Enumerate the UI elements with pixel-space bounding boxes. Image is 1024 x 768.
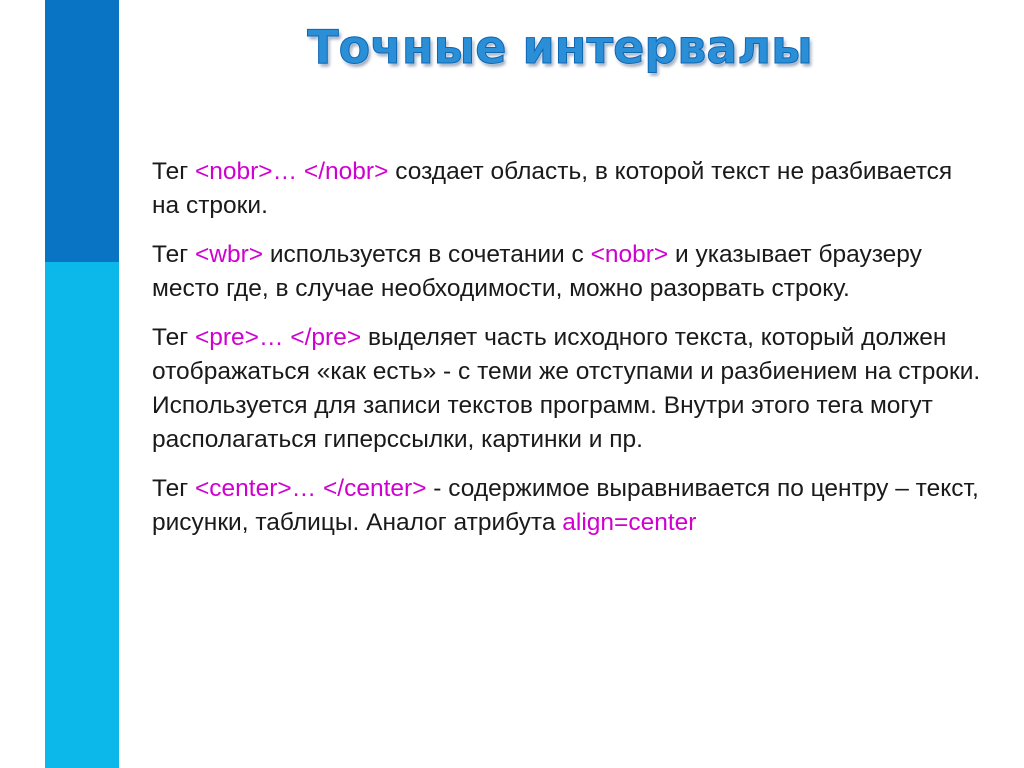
sidebar-decoration-light <box>45 262 119 768</box>
paragraph-pre <box>152 321 982 457</box>
slide-body <box>152 155 982 555</box>
paragraph-text-continued: и указывает браузеру место где, в случае необходимости, можно разорвать строку. <box>152 241 922 302</box>
paragraph-lead: Тег <box>152 241 195 268</box>
tag-center: <center>… </center> <box>194 475 427 502</box>
tag-nobr: <nobr>… </nobr> <box>194 158 389 185</box>
tag-pre: <pre>… </pre> <box>194 324 362 351</box>
paragraph-text: выделяет часть исходного текста, который должен отображаться «как есть» - с теми же отступами и разбиением на строки. Используется для записи текстов программ. Внутри этого тега могут располагаться гиперссылки, картинки и пр. <box>152 324 981 453</box>
paragraph-text: создает область, в которой текст не разбивается на строки. <box>152 158 953 219</box>
paragraph-text: - содержимое выравнивается по центру – текст, рисунки, таблицы. Аналог атрибута <box>152 475 979 536</box>
tag-wbr: <wbr> <box>194 241 264 268</box>
paragraph-wbr <box>152 238 982 306</box>
slide-title: Точные интервалы <box>307 20 813 74</box>
paragraph-center <box>152 472 982 540</box>
paragraph-lead: Тег <box>152 475 195 502</box>
tag-nobr-reference: <nobr> <box>590 241 669 268</box>
paragraph-text: используется в сочетании с <box>263 241 591 268</box>
paragraph-lead: Тег <box>152 158 195 185</box>
attribute-align-center: align=center <box>562 509 697 536</box>
sidebar-decoration-dark <box>45 0 119 262</box>
paragraph-nobr <box>152 155 982 223</box>
paragraph-lead: Тег <box>152 324 195 351</box>
